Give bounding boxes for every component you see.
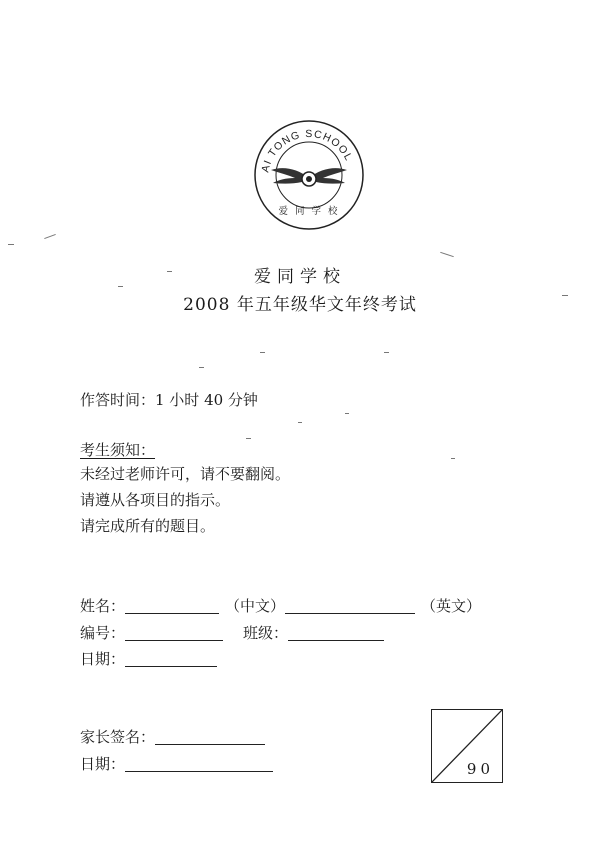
english-label: （英文）: [421, 597, 482, 615]
date-label: 日期：: [80, 650, 126, 668]
scan-speck: [118, 286, 123, 287]
school-logo: [252, 118, 366, 232]
scan-speck: [562, 295, 568, 296]
name-label: 姓名：: [80, 597, 126, 615]
date-field[interactable]: [125, 650, 217, 667]
scan-speck: [298, 422, 302, 423]
parent-signature-row: [80, 726, 265, 747]
number-label: 编号：: [80, 624, 126, 642]
class-label: 班级：: [243, 624, 289, 642]
instruction-item: 请遵从各项目的指示。: [80, 491, 231, 509]
date-row: [80, 648, 217, 669]
parent-date-label: 日期：: [80, 755, 126, 773]
class-field[interactable]: [288, 624, 384, 641]
scan-speck: [167, 271, 172, 272]
scan-speck: [451, 458, 455, 459]
parent-signature-field[interactable]: [155, 728, 265, 745]
instructions-heading: 考生须知：: [80, 441, 156, 459]
chinese-label: （中文）: [225, 597, 286, 615]
logo-bottom-text: 爱 同 学 校: [278, 206, 340, 217]
parent-signature-label: 家长签名：: [80, 728, 156, 746]
scan-speck: [199, 367, 204, 368]
exam-duration: 作答时间：1 小时 40 分钟: [80, 391, 258, 409]
winged-emblem-icon: [252, 118, 366, 232]
scan-speck: [246, 438, 251, 439]
scan-speck: [8, 244, 14, 245]
scan-speck: [44, 234, 56, 239]
scan-speck: [440, 252, 454, 257]
english-name-field[interactable]: [285, 597, 415, 614]
scan-speck: [384, 352, 389, 353]
score-total: 90: [466, 760, 494, 778]
scan-speck: [345, 413, 349, 414]
chinese-name-field[interactable]: [125, 597, 219, 614]
logo-arc-text: AI TONG SCHOOL: [259, 127, 355, 174]
score-box: [431, 709, 503, 783]
school-name: 爱同学校: [254, 267, 346, 287]
instruction-item: 未经过老师许可，请不要翻阅。: [80, 465, 291, 483]
number-class-row: [80, 622, 384, 643]
parent-date-row: [80, 753, 273, 774]
scan-speck: [260, 352, 265, 353]
exam-title: 2008 年五年级华文年终考试: [183, 295, 417, 315]
parent-date-field[interactable]: [125, 755, 273, 772]
number-field[interactable]: [125, 624, 223, 641]
name-row: [80, 595, 481, 616]
instruction-item: 请完成所有的题目。: [80, 517, 216, 535]
